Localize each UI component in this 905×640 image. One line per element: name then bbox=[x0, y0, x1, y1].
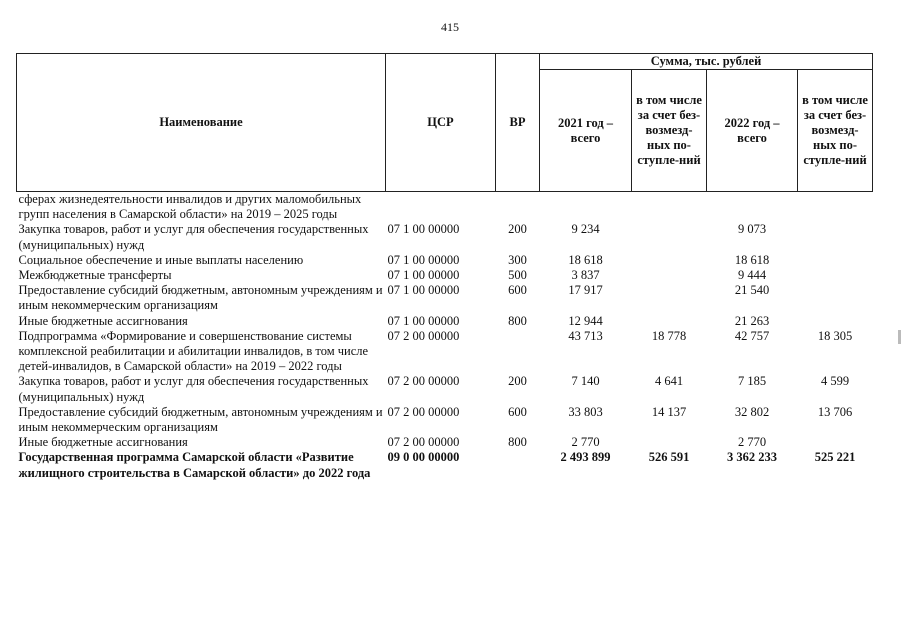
row-2021-total: 2 770 bbox=[571, 435, 600, 450]
table-header bbox=[17, 54, 873, 192]
row-csr: 07 2 00 00000 bbox=[387, 374, 460, 389]
row-2021-incl bbox=[632, 222, 707, 252]
row-csr: 07 2 00 00000 bbox=[387, 328, 460, 343]
row-vr bbox=[496, 329, 540, 375]
row-2022-incl: 13 706 bbox=[817, 404, 853, 419]
row-csr: 07 1 00 00000 bbox=[387, 252, 460, 267]
row-2021-total bbox=[540, 192, 632, 223]
row-2022-total: 3 362 233 bbox=[727, 450, 777, 465]
row-2021-total: 33 803 bbox=[568, 404, 603, 419]
row-csr: 07 1 00 00000 bbox=[387, 283, 460, 298]
row-2022-total: 32 802 bbox=[734, 404, 770, 419]
row-2022-incl bbox=[798, 253, 873, 268]
row-2022-incl bbox=[798, 314, 873, 329]
row-name: Предоставление субсидий бюджетным, автономным учреждениям и иным некоммерческим организациям bbox=[18, 404, 383, 435]
table-row bbox=[17, 435, 873, 450]
header-name: Наименование bbox=[17, 54, 386, 192]
table-row bbox=[17, 450, 873, 480]
header-2021-total: 2021 год – всего bbox=[540, 70, 632, 192]
row-vr: 500 bbox=[508, 268, 527, 283]
table-row bbox=[17, 192, 873, 223]
row-name: Предоставление субсидий бюджетным, автономным учреждениям и иным некоммерческим организациям bbox=[18, 283, 383, 313]
row-2021-total: 7 140 bbox=[571, 374, 600, 389]
header-vr: ВР bbox=[496, 54, 540, 192]
row-2021-total: 12 944 bbox=[568, 313, 603, 328]
table-row bbox=[17, 222, 873, 252]
table-row bbox=[17, 253, 873, 268]
row-2022-incl bbox=[798, 268, 873, 283]
table-row bbox=[17, 329, 873, 375]
row-name: Иные бюджетные ассигнования bbox=[18, 313, 188, 328]
row-vr: 800 bbox=[508, 435, 527, 450]
row-2022-incl bbox=[798, 435, 873, 450]
header-2022-total: 2022 год – всего bbox=[707, 70, 798, 192]
row-2022-incl: 4 599 bbox=[820, 374, 850, 389]
row-name: Межбюджетные трансферты bbox=[18, 268, 172, 283]
row-2021-total: 18 618 bbox=[568, 252, 603, 267]
row-2021-incl bbox=[632, 268, 707, 283]
row-csr: 07 1 00 00000 bbox=[387, 222, 460, 237]
row-2021-incl bbox=[632, 283, 707, 313]
row-csr bbox=[386, 192, 496, 223]
row-vr: 200 bbox=[508, 374, 527, 389]
row-2022-total bbox=[707, 192, 798, 223]
row-2021-total: 17 917 bbox=[568, 283, 603, 298]
table-body bbox=[17, 192, 873, 481]
table-row bbox=[17, 405, 873, 435]
row-csr: 07 1 00 00000 bbox=[387, 313, 460, 328]
row-2021-incl bbox=[632, 253, 707, 268]
table-row bbox=[17, 314, 873, 329]
budget-table bbox=[16, 53, 873, 481]
row-2021-incl: 18 778 bbox=[651, 328, 687, 343]
row-2022-total: 7 185 bbox=[737, 374, 767, 389]
row-vr: 600 bbox=[508, 283, 527, 298]
row-name: Закупка товаров, работ и услуг для обеспечения государственных (муниципальных) нужд bbox=[18, 374, 369, 404]
page-number: 415 bbox=[441, 20, 459, 34]
row-2022-total: 21 540 bbox=[734, 283, 770, 298]
header-2021-incl: в том числе за счет без-возмезд-ных по-ступле-ний bbox=[632, 70, 707, 192]
row-2021-incl bbox=[632, 314, 707, 329]
row-vr: 600 bbox=[508, 404, 527, 419]
table-row bbox=[17, 268, 873, 283]
row-2021-incl bbox=[632, 435, 707, 450]
row-2022-incl: 525 221 bbox=[814, 450, 856, 465]
header-csr: ЦСР bbox=[386, 54, 496, 192]
row-2022-total: 9 444 bbox=[737, 268, 767, 283]
table-row bbox=[17, 283, 873, 313]
row-name: Иные бюджетные ассигнования bbox=[18, 435, 188, 450]
table-row bbox=[17, 374, 873, 404]
row-csr: 07 2 00 00000 bbox=[387, 435, 460, 450]
row-csr: 07 1 00 00000 bbox=[387, 268, 460, 283]
row-2022-incl bbox=[798, 222, 873, 252]
row-2022-total: 21 263 bbox=[734, 313, 770, 328]
row-2022-total: 18 618 bbox=[734, 252, 770, 267]
row-name: Социальное обеспечение и иные выплаты населению bbox=[18, 252, 304, 267]
row-2022-total: 2 770 bbox=[737, 435, 767, 450]
row-2021-total: 43 713 bbox=[568, 328, 603, 343]
row-2022-total: 42 757 bbox=[734, 328, 770, 343]
row-name: Закупка товаров, работ и услуг для обеспечения государственных (муниципальных) нужд bbox=[18, 222, 369, 252]
row-vr: 300 bbox=[508, 252, 527, 267]
row-name: Подпрограмма «Формирование и совершенствование системы комплексной реабилитации и абилитации инвалидов, в том числе детей-инвалидов, в Самарской области» на 2019 – 2022 годы bbox=[18, 328, 369, 374]
row-vr bbox=[496, 192, 540, 223]
row-2021-incl bbox=[632, 192, 707, 223]
margin-mark bbox=[898, 330, 901, 344]
row-name: Государственная программа Самарской области «Развитие жилищного строительства в Самарской области» до 2022 года bbox=[18, 450, 371, 480]
header-2022-incl: в том числе за счет без-возмезд-ных по-ступле-ний bbox=[798, 70, 873, 192]
row-2021-incl: 526 591 bbox=[648, 450, 690, 465]
row-vr bbox=[496, 450, 540, 480]
row-2021-incl: 14 137 bbox=[651, 404, 687, 419]
row-2022-incl bbox=[798, 283, 873, 313]
row-2022-incl: 18 305 bbox=[817, 328, 853, 343]
row-2021-total: 2 493 899 bbox=[560, 450, 611, 465]
row-csr: 09 0 00 00000 bbox=[387, 450, 460, 465]
row-2022-incl bbox=[798, 192, 873, 223]
row-2021-total: 3 837 bbox=[571, 268, 600, 283]
row-2022-total: 9 073 bbox=[737, 222, 767, 237]
row-name: сферах жизнедеятельности инвалидов и других маломобильных групп населения в Самарской области» на 2019 – 2025 годы bbox=[18, 192, 362, 222]
row-vr: 200 bbox=[508, 222, 527, 237]
header-sum-group: Сумма, тыс. рублей bbox=[540, 54, 873, 70]
row-2021-incl: 4 641 bbox=[654, 374, 684, 389]
row-2021-total: 9 234 bbox=[571, 222, 600, 237]
row-csr: 07 2 00 00000 bbox=[387, 404, 460, 419]
row-vr: 800 bbox=[508, 313, 527, 328]
